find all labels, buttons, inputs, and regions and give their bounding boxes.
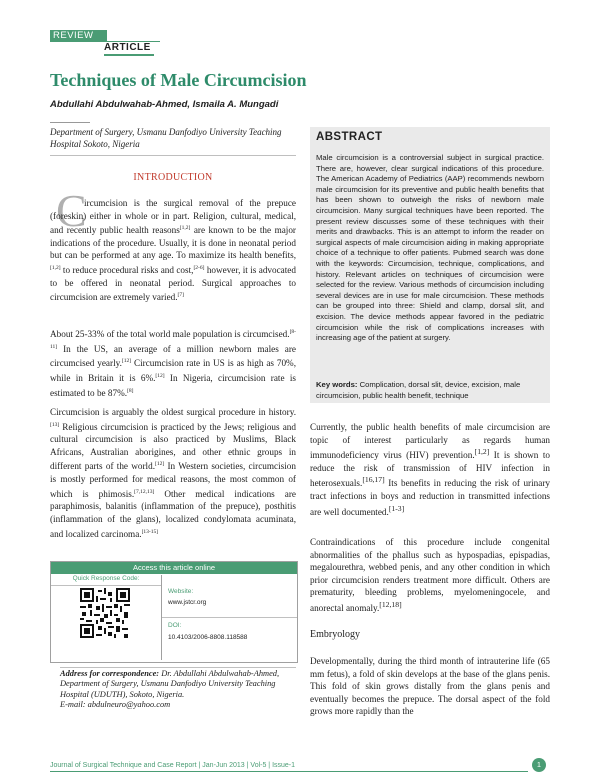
review-tag: REVIEW <box>50 30 107 41</box>
access-heading: Access this article online <box>51 562 297 574</box>
embryology-heading: Embryology <box>310 629 360 640</box>
drop-cap: C <box>56 185 87 236</box>
abstract-heading: ABSTRACT <box>316 131 383 143</box>
right-paragraph-2: Contraindications of this procedure include congenital abnormalities of the phallus such as hypospadias, epispadias, megalourethra, webbed penis, and any other condition in which prior circumcision renders treatment more difficult. Others are prematurity, bleeding problems, myelomeningocele, and anorectal anomaly.[12,18] <box>310 537 550 614</box>
article-tag: ARTICLE <box>104 42 151 53</box>
abstract-text: Male circumcision is a controversial subject in surgical practice. There are, however, clear surgical indications of this procedure. The American Academy of Pediatrics (AAP) recommends newborn male circumcision for its preventive and public health benefits that has been shown to outweigh the risks of newborn male circumcision. Many surgical techniques have been reported. The present review discusses some of these techniques with their merits and drawbacks. This is an attempt to inform the reader on surgical aspects of male circumcision aiding in making appropriate choice of a technique to offer patients. Pubmed search was done with the keywords: Circumcision, technique, complications, and history. Relevant articles on techniques of circumcision were selected for the review. Various methods of circumcision including several devices are in use for male circumcision. These methods can be grouped into three: Shield and clamp, dorsal slit, and excision. The device methods appear favored in the pediatric circumcision while the risk of complications increases with increasing age of the patient at surgery. <box>316 153 544 343</box>
authors: Abdullahi Abdulwahab-Ahmed, Ismaila A. Mungadi <box>50 99 279 110</box>
correspondence-name: Dr. Abdullahi Abdulwahab-Ahmed, <box>159 669 280 678</box>
footer-line <box>50 771 528 772</box>
qr-label-divider <box>51 585 161 586</box>
page-number: 1 <box>532 758 546 772</box>
article-title: Techniques of Male Circumcision <box>50 70 307 90</box>
right-paragraph-1: Currently, the public health benefits of male circumcision are topic of interest particularly as regards human immunodeficiency virus (HIV) prevention.[1,2] It is shown to reduce the risk of transmission of HIV infection in heterosexuals.[16,17] Its benefits in reducing the risk of urinary tract infections in boys and reduction in transmitted infections are well documented.[1-3] <box>310 422 550 517</box>
correspondence <box>60 669 296 711</box>
website-doi-divider <box>162 617 297 618</box>
introduction-heading: INTRODUCTION <box>133 172 213 183</box>
intro-paragraph-2: About 25-33% of the total world male population is circumcised.[8-11] In the US, an average of a million newborn males are circumcised yearly.[12] Circumcision rate in US is as high as 70%, while in Britain it is 6%.[12] In Nigeria, circumcision rate is estimated to be 87%.[8] <box>50 329 296 398</box>
article-underline <box>104 54 154 56</box>
intro-paragraph-3: Circumcision is arguably the oldest surgical procedure in history.[13] Religious circumcision is practiced by the Jews; religious and cultural circumcision is also practiced by Muslims, Black Africans, Australian aborigines, and other ethnic groups in different parts of the world.[12] In Western societies, circumcision is mostly performed for medical reasons, the most common of which is phimosis.[7,12,13] Other medical indications are paraphimosis, balanitis (inflammation of the prepuce), posthitis (inflammation of the glans), localized condylomata acuminata, and localized carcinoma.[13-15] <box>50 407 296 539</box>
affiliation: Department of Surgery, Usmanu Danfodiyo University Teaching Hospital Sokoto, Nigeria <box>50 126 296 156</box>
correspondence-divider <box>60 667 296 668</box>
intro-paragraph-1: ircumcision is the surgical removal of the prepuce (foreskin) either in whole or in part. Religion, cultural, medical, and recently public health reasons[1,2] are known to be the major indications of the procedure. Usually, it is done in neonatal period but can be performed at any age. To maximize its health benefits,[1,2] to reduce procedural risks and cost,[2-6] however, it is advocated to be offered in neonatal period. Surgical approaches to circumcision are extremely varied.[7] <box>50 198 296 303</box>
affiliation-marker <box>50 122 90 123</box>
website-link[interactable]: www.jstcr.org <box>168 599 207 606</box>
doi-link[interactable]: 10.4103/2006-8808.118588 <box>168 634 248 641</box>
keywords <box>316 380 544 401</box>
doi-label: DOI: <box>168 622 182 629</box>
qr-label: Quick Response Code: <box>72 575 140 582</box>
website-label: Website: <box>168 588 194 595</box>
correspondence-email[interactable]: E-mail: abdulneuro@yahoo.com <box>60 700 171 710</box>
right-paragraph-3: Developmentally, during the third month of intrauterine life (65 mm fetus), a fold of skin develops at the base of the glans penis. This fold of skin grows distally from the glans penis and eventually becomes the prepuce. The dorsal aspect of the fold grows more rapidly than the <box>310 656 550 717</box>
qr-code-icon[interactable] <box>80 588 130 638</box>
keywords-list: Complication, dorsal slit, device, excision, male circumcision, public health benefit, technique <box>316 380 521 400</box>
correspondence-address: Department of Surgery, Usmanu Danfodiyo University Teaching Hospital (UDUTH), Sokoto, Nigeria. <box>60 679 276 699</box>
correspondence-label: Address for correspondence: <box>60 669 160 678</box>
footer-citation: Journal of Surgical Technique and Case Report | Jan-Jun 2013 | Vol-5 | Issue-1 <box>50 762 296 769</box>
keywords-label: Key words: <box>316 380 358 389</box>
